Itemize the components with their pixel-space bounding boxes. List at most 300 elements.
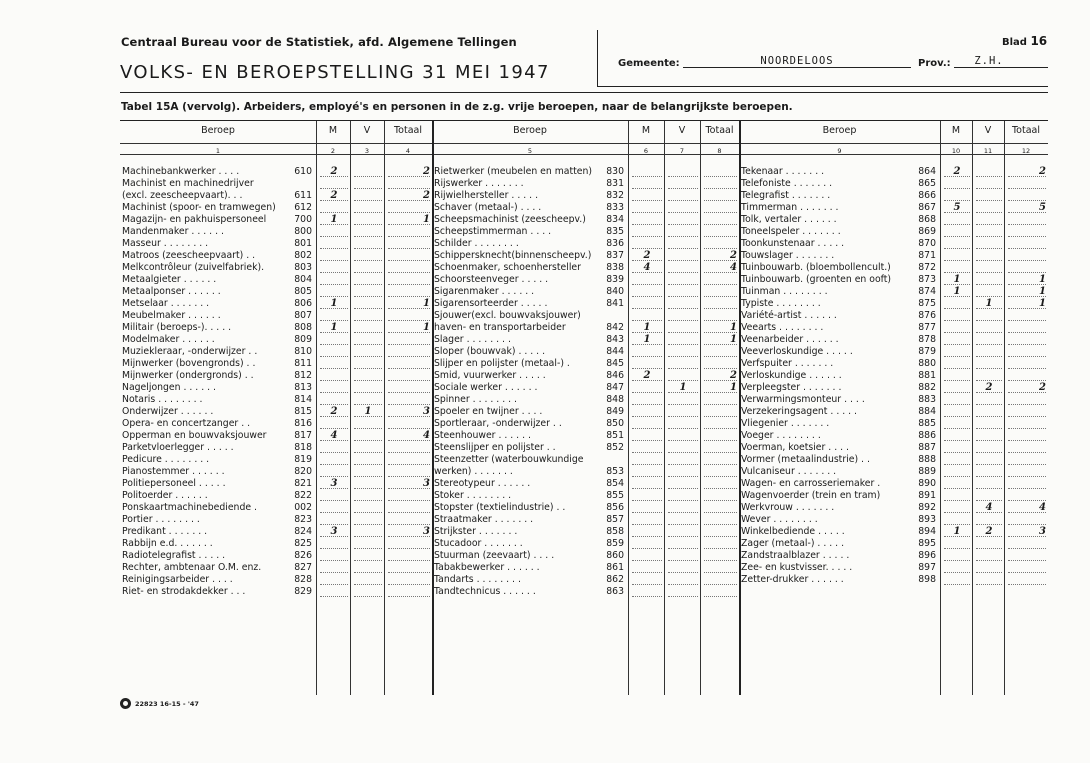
occupation-code: 838: [606, 262, 624, 273]
entry-line: [704, 500, 737, 501]
occupation-code: 868: [918, 214, 936, 225]
entry-line: [704, 560, 737, 561]
entry-line: [354, 332, 382, 333]
occupation-label: Schilder . . . . . . . .: [434, 238, 519, 249]
entry-line: [704, 416, 737, 417]
occupation-code: 890: [918, 478, 936, 489]
count-total: 4: [423, 430, 430, 441]
occupation-code: 853: [606, 466, 624, 477]
table-row: [741, 394, 1046, 406]
table-row: [741, 382, 1046, 394]
entry-line: [320, 428, 348, 429]
table-row: [122, 370, 430, 382]
entry-line: [944, 560, 970, 561]
occupation-code: 895: [918, 538, 936, 549]
entry-line: [1008, 584, 1046, 585]
occupation-code: 812: [294, 370, 312, 381]
entry-line: [1008, 524, 1046, 525]
table-row: [741, 310, 1046, 322]
occupation-label: Winkelbediende . . . . .: [741, 526, 845, 537]
entry-line: [354, 428, 382, 429]
table-row: [122, 466, 430, 478]
occupation-label: Scheepstimmerman . . . .: [434, 226, 552, 237]
printer-logo-icon: [120, 698, 131, 709]
column-number: 7: [679, 147, 685, 155]
header-line: [120, 143, 1048, 144]
table-row: [122, 406, 430, 418]
count-total: 3: [423, 526, 430, 537]
occupation-label: Magazijn- en pakhuispersoneel: [122, 214, 267, 225]
entry-line: [668, 596, 698, 597]
entry-line: [1008, 572, 1046, 573]
entry-line: [668, 476, 698, 477]
occupation-label: Wever . . . . . . . .: [741, 514, 818, 525]
entry-line: [388, 584, 430, 585]
entry-line: [976, 356, 1002, 357]
entry-line: [1008, 404, 1046, 405]
entry-line: [632, 248, 662, 249]
count-male: 1: [330, 298, 338, 309]
table-row: [434, 238, 737, 250]
entry-line: [388, 188, 430, 189]
occupation-code: 888: [918, 454, 936, 465]
entry-line: [944, 308, 970, 309]
entry-line: [704, 584, 737, 585]
occupation-code: 881: [918, 370, 936, 381]
entry-line: [668, 488, 698, 489]
occupation-code: 828: [294, 574, 312, 585]
occupation-code: 855: [606, 490, 624, 501]
table-row: [122, 586, 430, 598]
entry-line: [388, 392, 430, 393]
table-row: [434, 574, 737, 586]
occupation-label: Machinist en machinedrijver: [122, 178, 254, 189]
occupation-code: 834: [606, 214, 624, 225]
table-row: [434, 346, 737, 358]
entry-line: [668, 416, 698, 417]
entry-line: [388, 344, 430, 345]
entry-line: [354, 524, 382, 525]
occupation-code: 874: [918, 286, 936, 297]
table-row: [741, 358, 1046, 370]
occupation-label: werken) . . . . . . .: [434, 466, 513, 477]
entry-line: [1008, 488, 1046, 489]
occupation-label: Toneelspeler . . . . . . .: [741, 226, 841, 237]
occupation-label: Notaris . . . . . . . .: [122, 394, 203, 405]
occupation-label: Politoerder . . . . . .: [122, 490, 208, 501]
entry-line: [632, 224, 662, 225]
occupation-code: 887: [918, 442, 936, 453]
count-total: 3: [423, 406, 430, 417]
entry-line: [976, 524, 1002, 525]
entry-line: [944, 428, 970, 429]
table-row: [122, 166, 430, 178]
count-male: 2: [330, 406, 338, 417]
entry-line: [320, 524, 348, 525]
entry-line: [388, 260, 430, 261]
entry-line: [704, 308, 737, 309]
table-row: [434, 226, 737, 238]
table-row: [434, 466, 737, 478]
entry-line: [704, 536, 737, 537]
entry-line: [1008, 464, 1046, 465]
count-total: 3: [1039, 526, 1046, 537]
occupation-table: [120, 120, 1048, 695]
entry-line: [976, 380, 1002, 381]
table-row: [122, 574, 430, 586]
entry-line: [354, 344, 382, 345]
header-m: M: [951, 125, 961, 136]
entry-line: [388, 500, 430, 501]
entry-line: [354, 476, 382, 477]
entry-line: [1008, 428, 1046, 429]
table-row: [122, 502, 430, 514]
entry-line: [1008, 500, 1046, 501]
entry-line: [354, 272, 382, 273]
count-male: 1: [953, 274, 961, 285]
count-male: 2: [330, 190, 338, 201]
table-row: [741, 190, 1046, 202]
count-female: 1: [679, 382, 687, 393]
table-row: [741, 298, 1046, 310]
blad-label: Blad: [1002, 37, 1027, 48]
sheet-number: [1002, 34, 1047, 48]
occupation-label: Rijwielhersteller . . . . .: [434, 190, 539, 201]
entry-line: [668, 572, 698, 573]
table-row: [434, 322, 737, 334]
occupation-code: 837: [606, 250, 624, 261]
count-total: 2: [730, 370, 737, 381]
occupation-code: 611: [294, 190, 312, 201]
entry-line: [388, 560, 430, 561]
occupation-label: Opera- en concertzanger . .: [122, 418, 251, 429]
entry-line: [388, 548, 430, 549]
occupation-label: Wagenvoerder (trein en tram): [741, 490, 881, 501]
entry-line: [632, 452, 662, 453]
entry-line: [632, 368, 662, 369]
entry-line: [976, 560, 1002, 561]
entry-line: [632, 296, 662, 297]
entry-line: [704, 248, 737, 249]
occupation-label: Radiotelegrafist . . . . .: [122, 550, 226, 561]
entry-line: [354, 392, 382, 393]
count-total: 2: [423, 166, 430, 177]
entry-line: [704, 200, 737, 201]
entry-line: [976, 212, 1002, 213]
entry-line: [632, 488, 662, 489]
occupation-label: Rabbijn e.d. . . . . . .: [122, 538, 213, 549]
occupation-code: 867: [918, 202, 936, 213]
entry-line: [944, 464, 970, 465]
entry-line: [976, 416, 1002, 417]
count-total: 4: [1039, 502, 1046, 513]
count-male: 1: [330, 322, 338, 333]
entry-line: [320, 212, 348, 213]
entry-line: [354, 380, 382, 381]
table-row: [434, 214, 737, 226]
entry-line: [388, 356, 430, 357]
occupation-label: Zetter-drukker . . . . . .: [741, 574, 844, 585]
prov-label: Prov.:: [918, 58, 951, 69]
occupation-label: Pianostemmer . . . . . .: [122, 466, 225, 477]
entry-line: [388, 212, 430, 213]
table-row: [434, 550, 737, 562]
occupation-code: 862: [606, 574, 624, 585]
entry-line: [632, 416, 662, 417]
occupation-label: Voerman, koetsier . . . .: [741, 442, 849, 453]
entry-line: [976, 296, 1002, 297]
table-row: [741, 574, 1046, 586]
occupation-code: 804: [294, 274, 312, 285]
table-row: [741, 466, 1046, 478]
column-number: 2: [330, 147, 336, 155]
count-total: 2: [1039, 382, 1046, 393]
entry-line: [354, 584, 382, 585]
occupation-label: Predikant . . . . . . .: [122, 526, 208, 537]
table-row: [741, 538, 1046, 550]
occupation-label: Muziekleraar, -onderwijzer . .: [122, 346, 258, 357]
occupation-code: 846: [606, 370, 624, 381]
occupation-label: Metaalponser . . . . . .: [122, 286, 221, 297]
count-female: 1: [364, 406, 372, 417]
column-number: 12: [1021, 147, 1031, 155]
table-row: [434, 562, 737, 574]
entry-line: [1008, 452, 1046, 453]
occupation-label: Schippersknecht(binnenscheepv.): [434, 250, 592, 261]
entry-line: [354, 236, 382, 237]
entry-line: [354, 548, 382, 549]
occupation-label: Pedicure . . . . . . . .: [122, 454, 210, 465]
entry-line: [668, 356, 698, 357]
entry-line: [320, 380, 348, 381]
entry-line: [1008, 368, 1046, 369]
entry-line: [944, 356, 970, 357]
occupation-code: 878: [918, 334, 936, 345]
count-total: 1: [423, 322, 430, 333]
entry-line: [632, 536, 662, 537]
entry-line: [704, 476, 737, 477]
table-row: [122, 322, 430, 334]
entry-line: [668, 332, 698, 333]
count-female: 2: [985, 382, 993, 393]
entry-line: [388, 320, 430, 321]
occupation-label: Sloper (bouwvak) . . . . .: [434, 346, 546, 357]
count-female: 1: [985, 298, 993, 309]
entry-line: [944, 404, 970, 405]
entry-line: [632, 572, 662, 573]
table-row: [434, 478, 737, 490]
occupation-label: Politiepersoneel . . . . .: [122, 478, 226, 489]
occupation-label: Straatmaker . . . . . . .: [434, 514, 534, 525]
table-row: [122, 274, 430, 286]
count-female: 4: [985, 502, 993, 513]
entry-line: [668, 296, 698, 297]
occupation-code: 825: [294, 538, 312, 549]
column-number: 9: [837, 147, 842, 155]
occupation-label: Vliegenier . . . . . . .: [741, 418, 830, 429]
occupation-label: Machinist (spoor- en tramwegen): [122, 202, 276, 213]
entry-line: [976, 188, 1002, 189]
occupation-label: Zandstraalblazer . . . . .: [741, 550, 850, 561]
occupation-code: 883: [918, 394, 936, 405]
table-row: [741, 166, 1046, 178]
occupation-label: Riet- en strodakdekker . . .: [122, 586, 246, 597]
table-row: [122, 178, 430, 190]
occupation-label: Verloskundige . . . . . .: [741, 370, 842, 381]
occupation-code: 869: [918, 226, 936, 237]
occupation-label: Nageljongen . . . . . .: [122, 382, 216, 393]
table-row: [741, 514, 1046, 526]
occupation-label: Rietwerker (meubelen en matten): [434, 166, 593, 177]
entry-line: [944, 272, 970, 273]
entry-line: [320, 512, 348, 513]
table-row: [741, 454, 1046, 466]
table-row: [434, 310, 737, 322]
entry-line: [944, 260, 970, 261]
occupation-label: Tandtechnicus . . . . . .: [434, 586, 536, 597]
table-row: [741, 430, 1046, 442]
table-row: [434, 286, 737, 298]
entry-line: [388, 248, 430, 249]
occupation-label: Stopster (textielindustrie) . .: [434, 502, 566, 513]
occupation-label: Smid, vuurwerker . . . . .: [434, 370, 546, 381]
table-row: [434, 442, 737, 454]
entry-line: [632, 596, 662, 597]
count-total: 1: [730, 382, 737, 393]
occupation-label: Stucadoor . . . . . . .: [434, 538, 523, 549]
entry-line: [632, 464, 662, 465]
occupation-code: 002: [294, 502, 312, 513]
occupation-label: Militair (beroeps-). . . . .: [122, 322, 232, 333]
entry-line: [632, 500, 662, 501]
count-total: 1: [730, 334, 737, 345]
entry-line: [320, 548, 348, 549]
column-number: 3: [364, 147, 370, 155]
table-row: [741, 502, 1046, 514]
table-row: [741, 346, 1046, 358]
entry-line: [944, 332, 970, 333]
occupation-label: Tekenaar . . . . . . .: [741, 166, 825, 177]
entry-line: [1008, 548, 1046, 549]
prov-line: [954, 67, 1048, 68]
occupation-label: Slager . . . . . . . .: [434, 334, 511, 345]
occupation-label: Steenhouwer . . . . . .: [434, 430, 531, 441]
count-total: 1: [423, 298, 430, 309]
occupation-code: 896: [918, 550, 936, 561]
occupation-code: 848: [606, 394, 624, 405]
occupation-label: Matroos (zeescheepvaart) . .: [122, 250, 256, 261]
count-male: 3: [330, 526, 338, 537]
entry-line: [704, 236, 737, 237]
entry-line: [668, 404, 698, 405]
occupation-label: Voeger . . . . . . . .: [741, 430, 821, 441]
occupation-label: Tandarts . . . . . . . .: [434, 574, 521, 585]
occupation-label: Zee- en kustvisser. . . . .: [741, 562, 853, 573]
header-totaal: Totaal: [1011, 125, 1040, 136]
entry-line: [944, 236, 970, 237]
occupation-label: Strijkster . . . . . . .: [434, 526, 518, 537]
entry-line: [632, 548, 662, 549]
entry-line: [388, 236, 430, 237]
table-row: [434, 514, 737, 526]
entry-line: [976, 488, 1002, 489]
entry-line: [1008, 332, 1046, 333]
entry-line: [632, 236, 662, 237]
table-row: [122, 526, 430, 538]
entry-line: [632, 320, 662, 321]
table-row: [434, 502, 737, 514]
count-male: 5: [953, 202, 961, 213]
occupation-code: 839: [606, 274, 624, 285]
entry-line: [388, 512, 430, 513]
header-m: M: [328, 125, 338, 136]
entry-line: [668, 308, 698, 309]
entry-line: [704, 176, 737, 177]
entry-line: [668, 200, 698, 201]
occupation-code: 844: [606, 346, 624, 357]
entry-line: [704, 188, 737, 189]
entry-line: [704, 452, 737, 453]
occupation-code: 827: [294, 562, 312, 573]
occupation-code: 897: [918, 562, 936, 573]
occupation-label: Metaalgieter . . . . . .: [122, 274, 217, 285]
entry-line: [632, 440, 662, 441]
occupation-label: Mandenmaker . . . . . .: [122, 226, 224, 237]
entry-line: [704, 212, 737, 213]
table-row: [122, 418, 430, 430]
occupation-code: 840: [606, 286, 624, 297]
occupation-label: Sociale werker . . . . . .: [434, 382, 538, 393]
occupation-code: 877: [918, 322, 936, 333]
occupation-code: 847: [606, 382, 624, 393]
count-total: 1: [1039, 298, 1046, 309]
occupation-label: Tuinbouwarb. (bloembollencult.): [741, 262, 891, 273]
entry-line: [704, 428, 737, 429]
count-male: 1: [330, 214, 338, 225]
table-row: [122, 346, 430, 358]
occupation-code: 845: [606, 358, 624, 369]
entry-line: [668, 380, 698, 381]
occupation-code: 865: [918, 178, 936, 189]
occupation-code: 830: [606, 166, 624, 177]
entry-line: [704, 296, 737, 297]
occupation-label: Verwarmingsmonteur . . . .: [741, 394, 865, 405]
entry-line: [354, 572, 382, 573]
occupation-code: 893: [918, 514, 936, 525]
table-row: [741, 442, 1046, 454]
occupation-code: 820: [294, 466, 312, 477]
entry-line: [388, 452, 430, 453]
occupation-code: 875: [918, 298, 936, 309]
table-row: [741, 562, 1046, 574]
entry-line: [976, 236, 1002, 237]
table-row: [741, 418, 1046, 430]
entry-line: [944, 440, 970, 441]
entry-line: [320, 596, 348, 597]
occupation-label: Variété-artist . . . . . .: [741, 310, 837, 321]
entry-line: [1008, 248, 1046, 249]
table-row: [434, 370, 737, 382]
table-row: [741, 286, 1046, 298]
entry-line: [320, 188, 348, 189]
occupation-code: 815: [294, 406, 312, 417]
occupation-label: Zager (metaal-) . . . . .: [741, 538, 845, 549]
entry-line: [388, 380, 430, 381]
count-total: 1: [730, 322, 737, 333]
entry-line: [704, 320, 737, 321]
occupation-label: Sigarenmaker . . . . . .: [434, 286, 535, 297]
entry-line: [1008, 272, 1046, 273]
